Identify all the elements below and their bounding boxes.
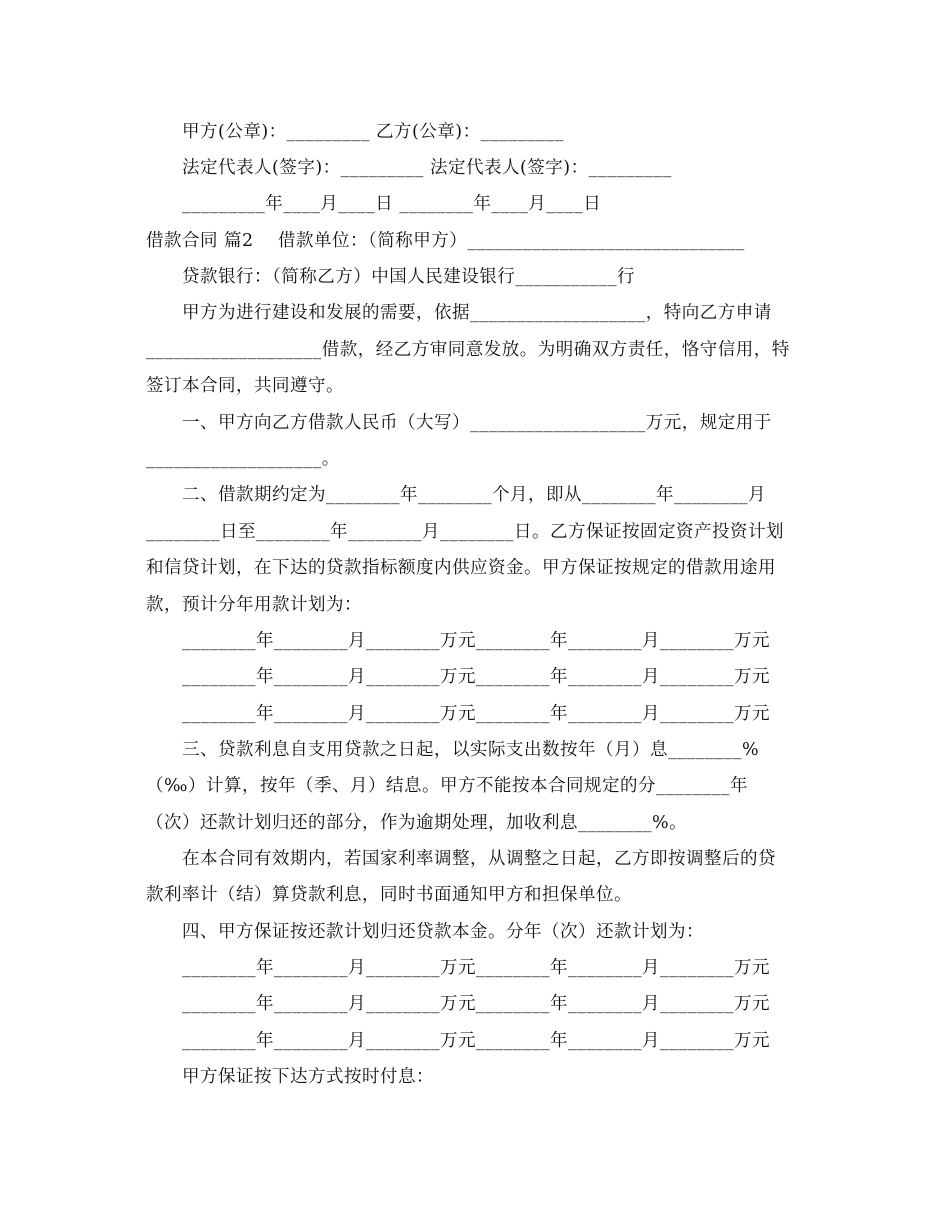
- paragraph-purpose-line-3: 签订本合同，共同遵守。: [146, 376, 344, 396]
- signature-line-legal-representative: 法定代表人(签字)：_________ 法定代表人(签字)：_________: [182, 158, 672, 178]
- paragraph-purpose-line-2: ___________________借款，经乙方审同意发放。为明确双方责任，恪守信用，特: [146, 340, 790, 360]
- clause-4-line-1: 四、甲方保证按还款计划归还贷款本金。分年（次）还款计划为：: [182, 922, 704, 942]
- usage-plan-row: ________年________月________万元________年________月________万元: [182, 631, 770, 651]
- paragraph-purpose-line-1: 甲方为进行建设和发展的需要，依据___________________，特向乙方申请: [182, 303, 772, 323]
- clause-1-line-1: 一、甲方向乙方借款人民币（大写）___________________万元，规定用于: [182, 413, 772, 433]
- repayment-plan-row: ________年________月________万元________年________月________万元: [182, 958, 770, 978]
- clause-2-line-4: 款，预计分年用款计划为：: [146, 595, 362, 615]
- clause-2-line-3: 和信贷计划，在下达的贷款指标额度内供应资金。甲方保证按规定的借款用途用: [146, 558, 776, 578]
- section-heading-borrower: 借款合同 篇2 借款单位：（简称甲方）______________________________: [146, 231, 745, 251]
- repayment-plan-row: ________年________月________万元________年________月________万元: [182, 994, 770, 1014]
- clause-3-line-2: （‰）计算，按年（季、月）结息。甲方不能按本合同规定的分________年: [146, 776, 748, 796]
- usage-plan-row: ________年________月________万元________年________月________万元: [182, 704, 770, 724]
- clause-1-line-2: ___________________。: [146, 449, 340, 469]
- interest-payment-line: 甲方保证按下达方式按时付息：: [182, 1067, 434, 1087]
- signature-line-company-seal: 甲方(公章)：_________ 乙方(公章)：_________: [182, 122, 564, 142]
- signature-line-date: _________年____月____日 ________年____月____日: [182, 194, 602, 214]
- repayment-plan-row: ________年________月________万元________年________月________万元: [182, 1031, 770, 1051]
- clause-3-line-3: （次）还款计划归还的部分，作为逾期处理，加收利息________%。: [146, 813, 688, 833]
- usage-plan-row: ________年________月________万元________年________月________万元: [182, 667, 770, 687]
- clause-2-line-2: ________日至________年________月________日。乙方保证按固定资产投资计划: [146, 522, 784, 542]
- clause-2-line-1: 二、借款期约定为________年________个月，即从________年________月: [182, 485, 766, 505]
- paragraph-lender-bank: 贷款银行：（简称乙方）中国人民建设银行___________行: [182, 267, 635, 287]
- rate-adjust-line-1: 在本合同有效期内，若国家利率调整，从调整之日起，乙方即按调整后的贷: [182, 849, 776, 869]
- rate-adjust-line-2: 款利率计（结）算贷款利息，同时书面通知甲方和担保单位。: [146, 885, 632, 905]
- clause-3-line-1: 三、贷款利息自支用贷款之日起，以实际支出数按年（月）息________%: [182, 740, 760, 760]
